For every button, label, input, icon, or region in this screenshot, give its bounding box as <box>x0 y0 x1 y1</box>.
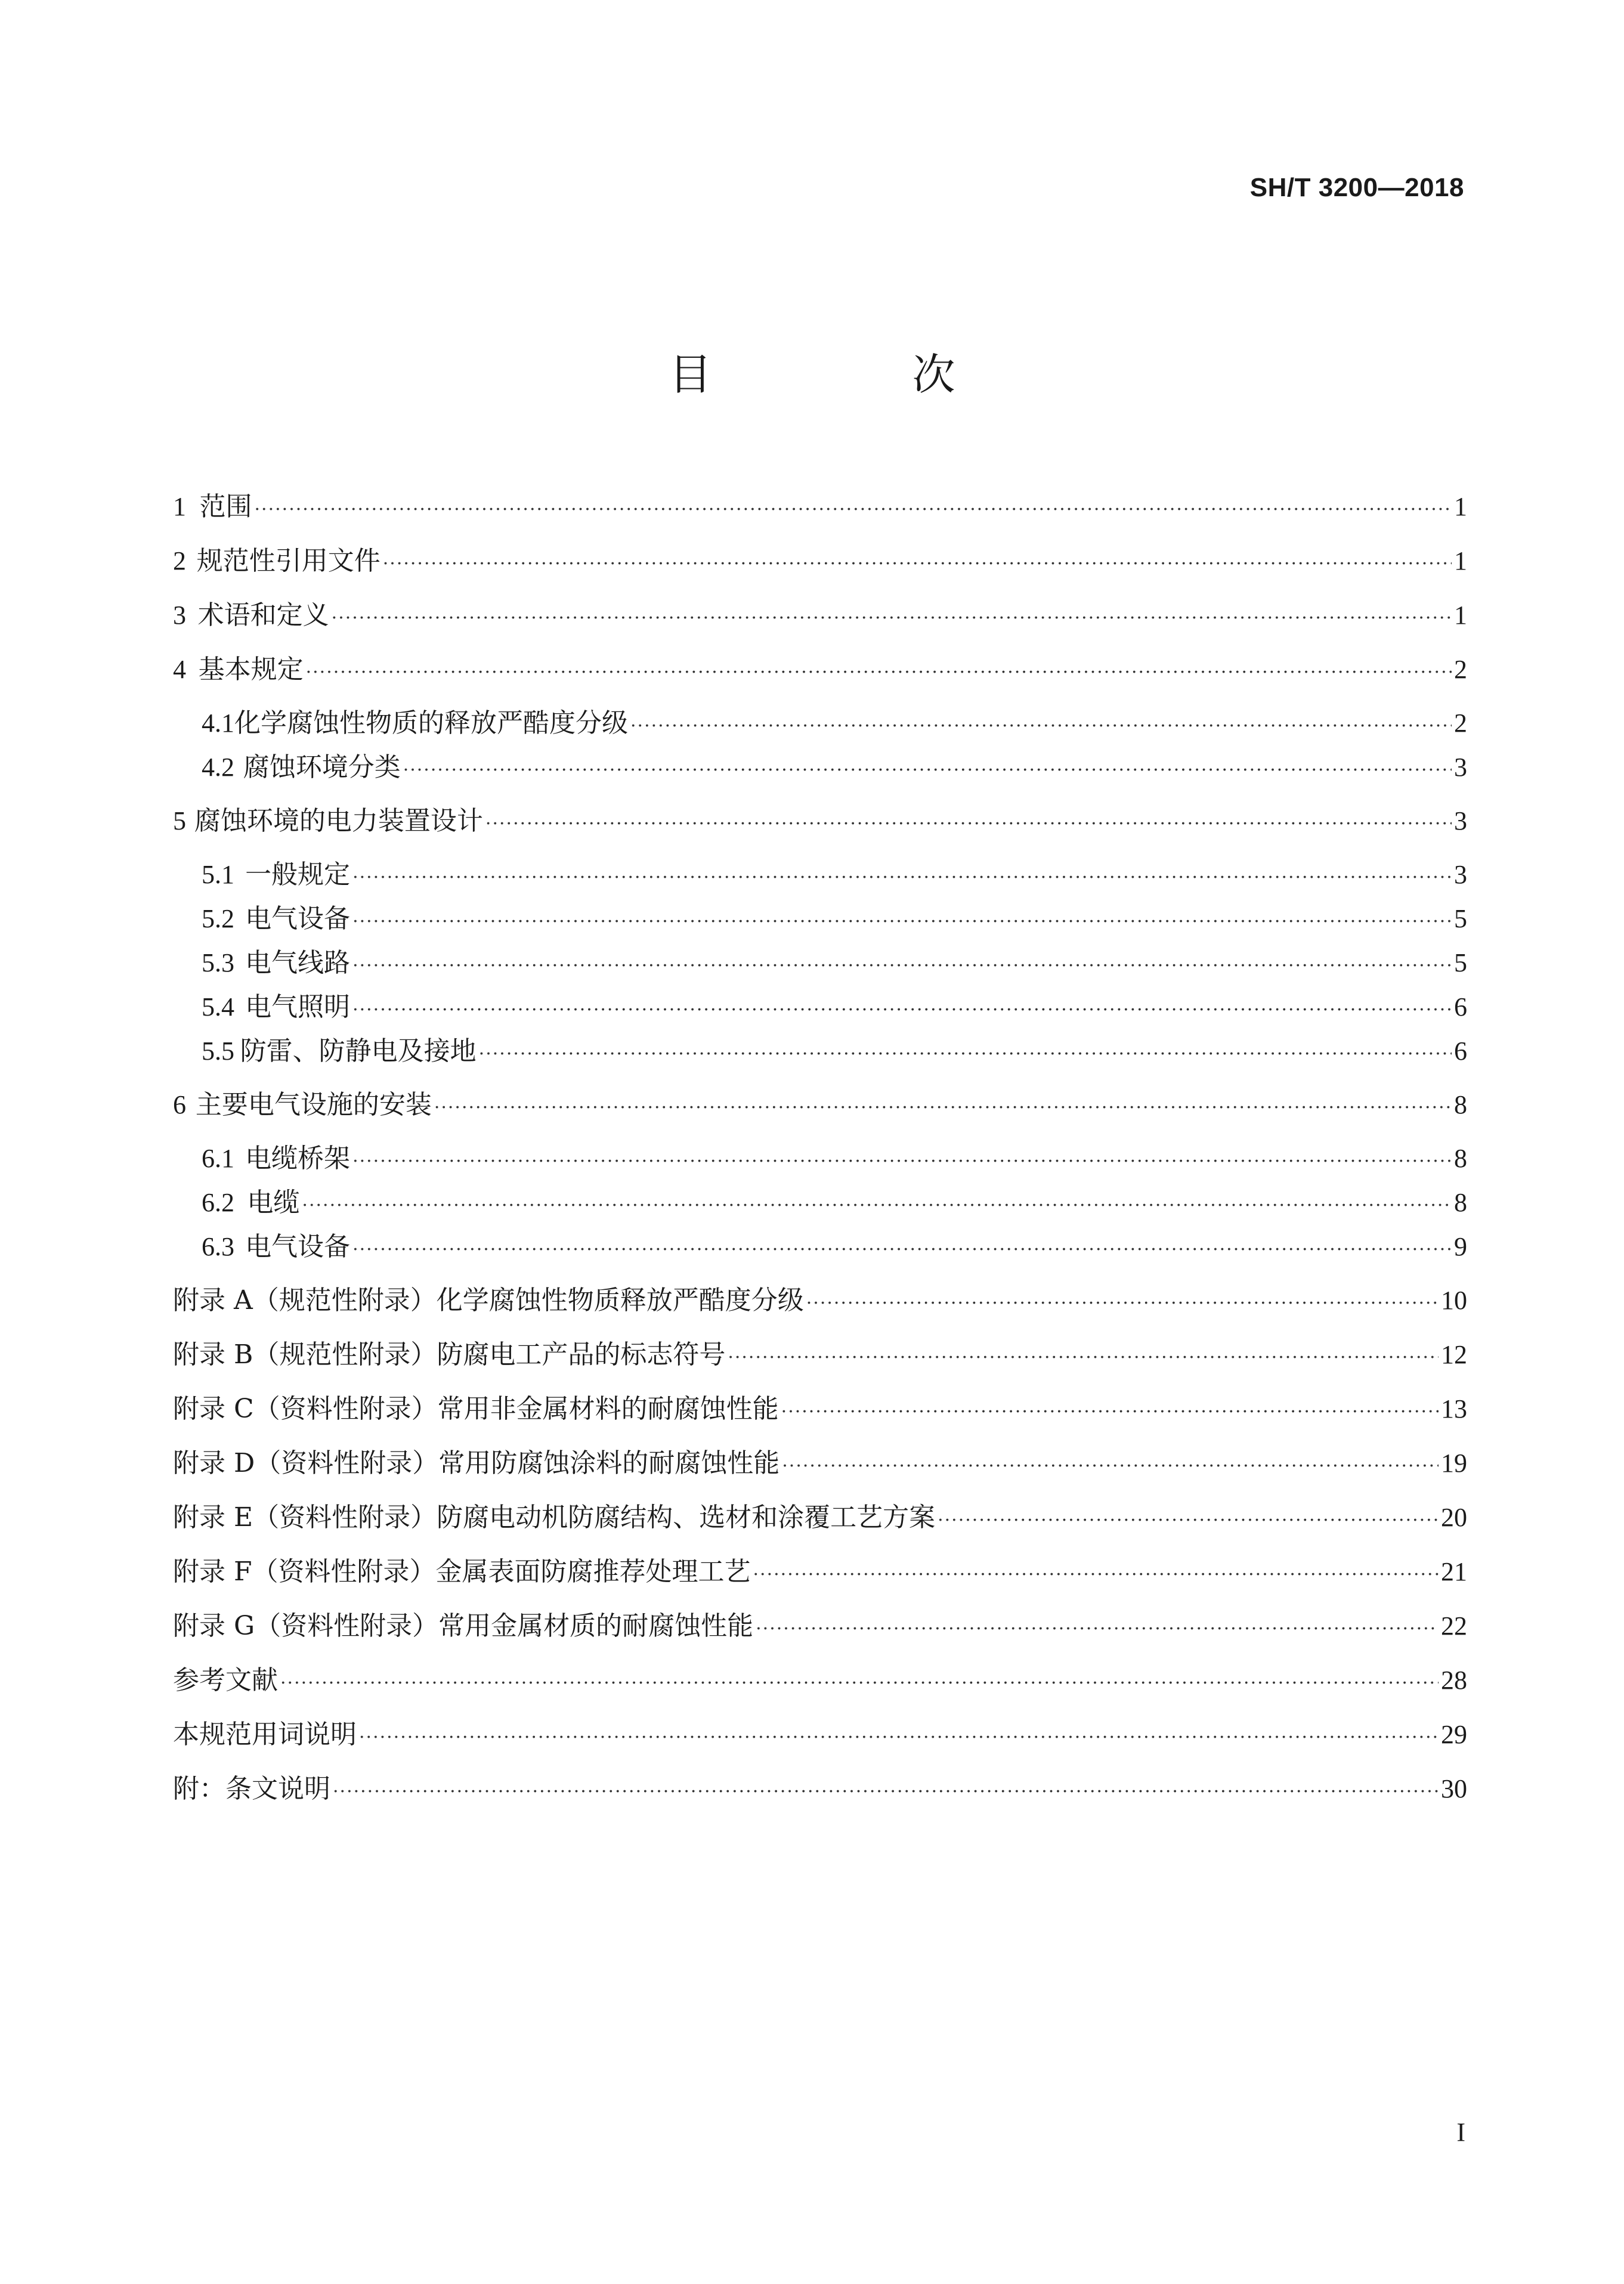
toc-entry-label: 电气线路 <box>245 948 351 978</box>
toc-entry-label: 范围 <box>199 491 252 522</box>
toc-entry-page: 8 <box>1454 1090 1467 1119</box>
toc-dot-leader <box>753 1557 1439 1593</box>
toc-entry[interactable] <box>173 1663 1467 1698</box>
appendix-label: 附录 E（资料性附录） <box>173 1502 437 1533</box>
toc-entry-number: 5.2 <box>202 904 234 933</box>
toc-entry-page: 6 <box>1454 1036 1467 1066</box>
toc-dot-leader <box>403 753 1452 788</box>
toc-entry[interactable] <box>173 803 1467 839</box>
toc-entry-page: 19 <box>1441 1449 1467 1478</box>
toc-dot-leader <box>781 1394 1439 1430</box>
toc-entry-page: 28 <box>1441 1666 1467 1695</box>
toc-appendix-entry[interactable] <box>173 1500 1467 1536</box>
toc-appendix-entry[interactable] <box>173 1446 1467 1481</box>
toc-dot-leader <box>352 860 1452 896</box>
toc-entry[interactable] <box>173 901 1467 937</box>
toc-entry[interactable] <box>173 750 1467 785</box>
toc-entry-page: 5 <box>1454 904 1467 933</box>
toc-entry-page: 12 <box>1441 1340 1467 1369</box>
toc-dot-leader <box>630 708 1452 744</box>
appendix-label: 附录 D（资料性附录） <box>173 1448 439 1478</box>
toc-appendix-entry[interactable] <box>173 1337 1467 1373</box>
toc-entry-page: 29 <box>1441 1720 1467 1749</box>
toc-entry-page: 30 <box>1441 1774 1467 1803</box>
toc-entry-page: 1 <box>1454 492 1467 521</box>
toc-entry[interactable] <box>173 543 1467 579</box>
table-of-contents <box>173 489 1467 1807</box>
toc-entry-label: 一般规定 <box>245 859 351 890</box>
toc-entry[interactable] <box>173 1229 1467 1265</box>
toc-entry[interactable] <box>173 989 1467 1025</box>
page-number: I <box>1456 2118 1465 2147</box>
toc-dot-leader <box>302 1188 1452 1224</box>
toc-entry-page: 8 <box>1454 1144 1467 1173</box>
toc-dot-leader <box>352 1232 1452 1268</box>
toc-entry-page: 20 <box>1441 1503 1467 1532</box>
toc-entry[interactable] <box>173 857 1467 893</box>
toc-entry-page: 8 <box>1454 1188 1467 1217</box>
toc-entry-number: 5.1 <box>202 860 234 889</box>
appendix-title: 金属表面防腐推荐处理工艺 <box>435 1556 751 1587</box>
toc-entry-number: 4.2 <box>202 753 234 782</box>
toc-entry-number: 1 <box>173 492 186 521</box>
toc-entry-label: 电气照明 <box>245 992 351 1022</box>
toc-dot-leader <box>806 1286 1439 1321</box>
toc-entry-page: 10 <box>1441 1286 1467 1315</box>
toc-entry-page: 6 <box>1454 992 1467 1022</box>
toc-dot-leader <box>938 1503 1439 1539</box>
toc-entry-page: 5 <box>1454 948 1467 977</box>
toc-entry-page: 1 <box>1454 546 1467 575</box>
toc-dot-leader <box>479 1036 1452 1072</box>
appendix-title: 化学腐蚀性物质释放严酷度分级 <box>436 1285 804 1316</box>
toc-entry-label: 电缆桥架 <box>245 1143 351 1174</box>
toc-entry-page: 2 <box>1454 655 1467 684</box>
appendix-label: 附录 A（规范性附录） <box>173 1285 437 1316</box>
toc-entry-number: 4 <box>173 655 186 684</box>
toc-entry-label: 防雷、防静电及接地 <box>240 1036 477 1066</box>
standard-code: SH/T 3200—2018 <box>1249 173 1464 202</box>
toc-appendix-entry[interactable] <box>173 1554 1467 1590</box>
toc-appendix-entry[interactable] <box>173 1608 1467 1644</box>
toc-entry[interactable] <box>173 705 1467 741</box>
toc-dot-leader <box>333 1774 1439 1810</box>
appendix-label: 附录 G（资料性附录） <box>173 1611 439 1641</box>
appendix-title: 常用金属材质的耐腐蚀性能 <box>438 1611 754 1641</box>
toc-entry[interactable] <box>173 1717 1467 1753</box>
toc-entry-label: 本规范用词说明 <box>173 1719 357 1750</box>
appendix-title: 防腐电工产品的标志符号 <box>437 1339 726 1370</box>
toc-entry-number: 2 <box>173 546 186 575</box>
toc-entry-label: 电气设备 <box>245 903 351 934</box>
toc-appendix-entry[interactable] <box>173 1283 1467 1319</box>
toc-entry-page: 2 <box>1454 708 1467 738</box>
toc-dot-leader <box>352 948 1452 984</box>
toc-entry-page: 21 <box>1441 1557 1467 1586</box>
toc-entry-number: 5.3 <box>202 948 234 977</box>
toc-dot-leader <box>352 1144 1452 1180</box>
toc-entry[interactable] <box>173 1087 1467 1123</box>
toc-entry-number: 5.5 <box>202 1036 234 1066</box>
toc-entry-label: 附：条文说明 <box>173 1774 330 1804</box>
toc-dot-leader <box>485 806 1452 842</box>
appendix-title: 常用防腐蚀涂料的耐腐蚀性能 <box>438 1448 780 1478</box>
toc-entry-label: 术语和定义 <box>197 600 329 630</box>
toc-entry-page: 3 <box>1454 806 1467 835</box>
toc-entry-number: 3 <box>173 601 186 630</box>
toc-entry-number: 5 <box>173 806 186 835</box>
toc-entry-page: 1 <box>1454 601 1467 630</box>
toc-entry-page: 3 <box>1454 860 1467 889</box>
toc-entry[interactable] <box>173 652 1467 688</box>
toc-entry[interactable] <box>173 1185 1467 1221</box>
page-title: 目 次 <box>669 349 1034 400</box>
toc-entry-page: 3 <box>1454 753 1467 782</box>
toc-dot-leader <box>280 1666 1439 1701</box>
toc-entry[interactable] <box>173 1771 1467 1807</box>
toc-dot-leader <box>306 655 1452 691</box>
toc-entry-label: 电气设备 <box>245 1231 351 1262</box>
toc-entry-label: 参考文献 <box>173 1665 278 1695</box>
toc-entry[interactable] <box>173 1033 1467 1069</box>
toc-entry[interactable] <box>173 489 1467 525</box>
toc-entry[interactable] <box>173 598 1467 633</box>
appendix-title: 常用非金属材料的耐腐蚀性能 <box>437 1394 779 1424</box>
toc-entry-label: 主要电气设施的安装 <box>195 1090 432 1120</box>
toc-dot-leader <box>728 1340 1439 1376</box>
toc-dot-leader <box>782 1449 1439 1484</box>
toc-entry-page: 9 <box>1454 1232 1467 1261</box>
toc-entry-label: 腐蚀环境的电力装置设计 <box>194 806 483 836</box>
appendix-title: 防腐电动机防腐结构、选材和涂覆工艺方案 <box>437 1502 936 1533</box>
toc-dot-leader <box>255 492 1452 528</box>
toc-dot-leader <box>352 904 1452 940</box>
toc-entry-label: 腐蚀环境分类 <box>243 752 401 782</box>
toc-entry-label: 规范性引用文件 <box>196 546 381 576</box>
appendix-label: 附录 F（资料性附录） <box>173 1556 436 1587</box>
toc-dot-leader <box>756 1611 1439 1647</box>
toc-entry-page: 22 <box>1441 1611 1467 1641</box>
toc-entry-label: 化学腐蚀性物质的释放严酷度分级 <box>234 708 628 738</box>
toc-entry-label: 基本规定 <box>198 654 304 685</box>
appendix-label: 附录 C（资料性附录） <box>173 1394 438 1424</box>
toc-entry-number: 4.1 <box>202 708 234 738</box>
toc-dot-leader <box>352 992 1452 1028</box>
toc-appendix-entry[interactable] <box>173 1391 1467 1427</box>
toc-entry-number: 5.4 <box>202 992 234 1022</box>
toc-entry[interactable] <box>173 1141 1467 1177</box>
toc-entry-number: 6.1 <box>202 1144 234 1173</box>
toc-entry-number: 6.2 <box>202 1188 234 1217</box>
toc-entry-label: 电缆 <box>247 1187 300 1218</box>
toc-dot-leader <box>332 601 1452 636</box>
toc-entry-number: 6.3 <box>202 1232 234 1261</box>
appendix-label: 附录 B（规范性附录） <box>173 1339 437 1370</box>
toc-dot-leader <box>383 546 1452 582</box>
toc-entry-page: 13 <box>1441 1394 1467 1423</box>
toc-entry[interactable] <box>173 945 1467 981</box>
toc-entry-number: 6 <box>173 1090 186 1119</box>
toc-dot-leader <box>434 1090 1452 1126</box>
toc-dot-leader <box>359 1720 1439 1756</box>
